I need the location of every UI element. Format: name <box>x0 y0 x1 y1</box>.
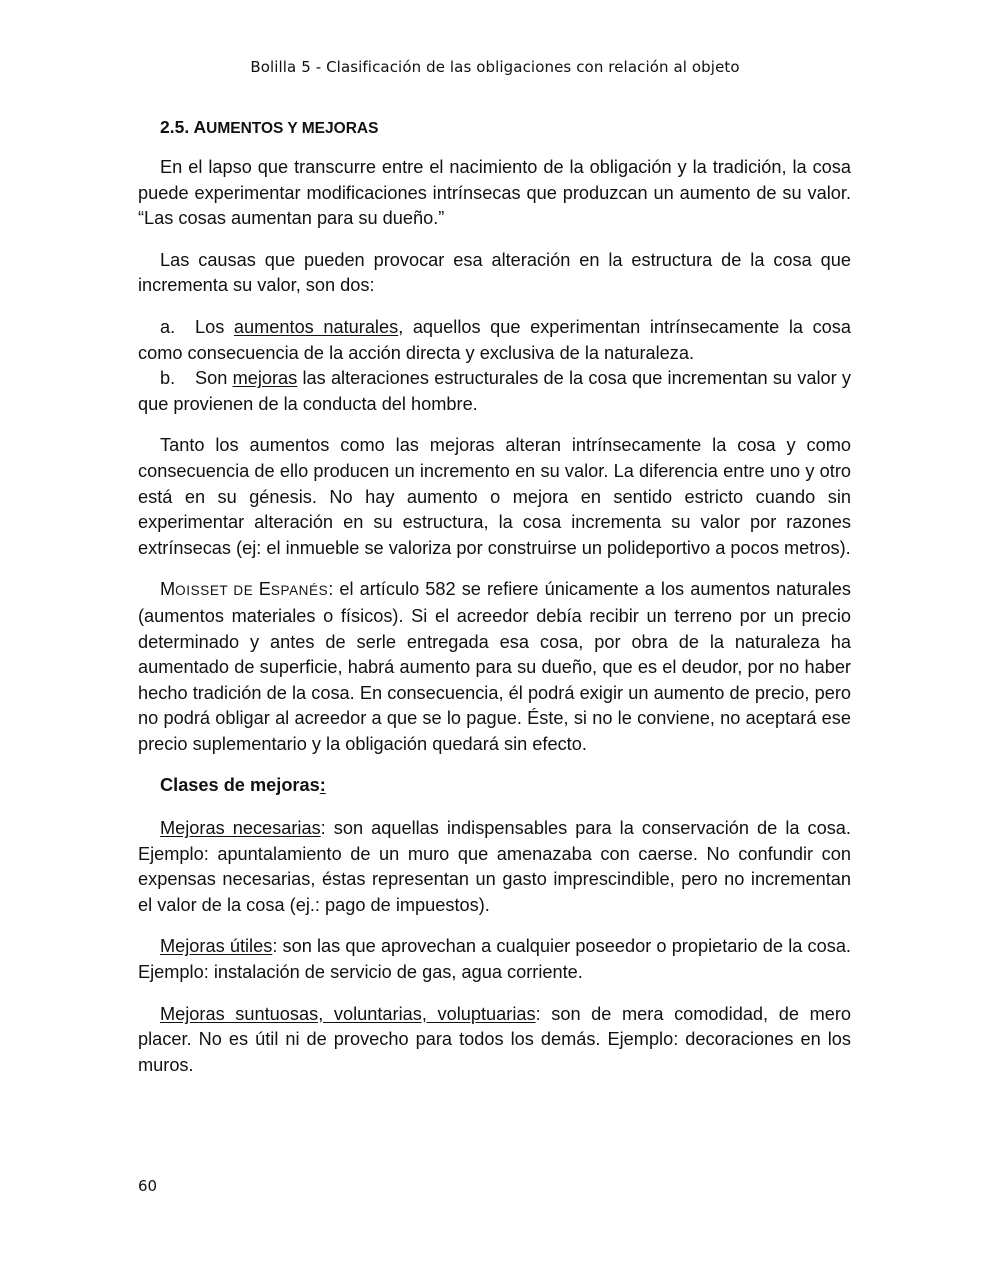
underlined-term: Mejoras útiles <box>160 936 273 957</box>
list-item-prefix: Los <box>195 316 234 337</box>
paragraph-moisset-text: : el artículo 582 se refiere únicamente a los aumentos naturales (aumentos materiales o físicos). Si el acreedor debía recibir un terreno por un precio determinado y antes de serle entregada esa cosa, por obra de la naturaleza ha aumentado de superficie, habrá aumento para su dueño, que es el deudor, por no haber hecho tradición de la cosa. En consecuencia, él podrá exigir un aumento de precio, pero no podrá obligar al acreedor a que se lo pague. Éste, si no le conviene, no aceptará ese precio suplementario y la obligación quedará sin efecto. <box>138 579 851 754</box>
definition-text: : son de mera comodidad, de mero placer. No es útil ni de provecho para todos los demás. Ejemplo: decoraciones en los muros. <box>138 1003 851 1075</box>
paragraph-mejoras-utiles <box>138 934 851 985</box>
section-number: 2.5. <box>160 117 190 137</box>
section-title-rest: UMENTOS Y MEJORAS <box>206 120 379 137</box>
list-item <box>138 366 851 417</box>
list-marker: b. <box>160 368 176 389</box>
definition-text: : son aquellas indispensables para la conservación de la cosa. Ejemplo: apuntalamiento de un muro que amenazaba con caerse. No confundir con expensas necesarias, éstas representan un gasto imprescindible, pero no incrementan el valor de la cosa (ej.: pago de impuestos). <box>138 818 851 915</box>
clases-heading-text: Clases de mejoras <box>160 775 320 796</box>
paragraph-mejoras-suntuosas <box>138 1002 851 1079</box>
author-name-part: OISSET DE <box>175 583 259 599</box>
list-item-text: , aquellos que experimentan intrínsecamente la cosa como consecuencia de la acción directa y exclusiva de la naturaleza. <box>138 316 851 363</box>
author-name-part: SPANÉS <box>270 583 329 599</box>
clases-heading-colon: : <box>319 775 326 796</box>
author-initial-m: M <box>160 579 176 600</box>
paragraph-intro: En el lapso que transcurre entre el nacimiento de la obligación y la tradición, la cosa puede experimentar modificaciones intrínsecas que produzcan un aumento de su valor. “Las cosas aumentan para su dueño.” <box>138 157 851 229</box>
paragraph-causes: Las causas que pueden provocar esa alteración en la estructura de la cosa que incrementa su valor, son dos: <box>138 249 851 296</box>
page-number: 60 <box>138 1177 158 1195</box>
underlined-term: Mejoras suntuosas, voluntarias, voluptuarias <box>160 1003 536 1024</box>
list-item-prefix: Son <box>195 368 233 389</box>
section-title-initial: A <box>193 117 207 137</box>
definition-text: : son las que aprovechan a cualquier poseedor o propietario de la cosa. Ejemplo: instalación de servicio de gas, agua corriente. <box>138 936 851 983</box>
paragraph-difference: Tanto los aumentos como las mejoras alteran intrínsecamente la cosa y como consecuencia de ello producen un incremento en su valor. La diferencia entre uno y otro está en su génesis. No hay aumento o mejora en sentido estricto cuando sin experimentar alteración en su estructura, la cosa incrementa su valor por razones extrínsecas (ej: el inmueble se valoriza por construirse un polideportivo a pocos metros). <box>138 435 851 558</box>
list-marker: a. <box>160 316 176 337</box>
paragraph-moisset <box>138 577 851 757</box>
causes-list <box>138 315 851 417</box>
paragraph-mejoras-necesarias <box>138 816 851 918</box>
underlined-term: Mejoras necesarias <box>160 818 321 839</box>
author-initial-e: E <box>258 579 271 600</box>
list-item <box>138 315 851 366</box>
document-body <box>138 116 851 1094</box>
clases-heading <box>138 773 851 799</box>
section-heading <box>138 116 851 140</box>
underlined-term: aumentos naturales <box>233 316 399 337</box>
running-header: Bolilla 5 - Clasificación de las obligaciones con relación al objeto <box>250 58 740 76</box>
underlined-term: mejoras <box>232 368 298 389</box>
list-item-text: las alteraciones estructurales de la cosa que incrementan su valor y que provienen de la conducta del hombre. <box>138 368 851 414</box>
